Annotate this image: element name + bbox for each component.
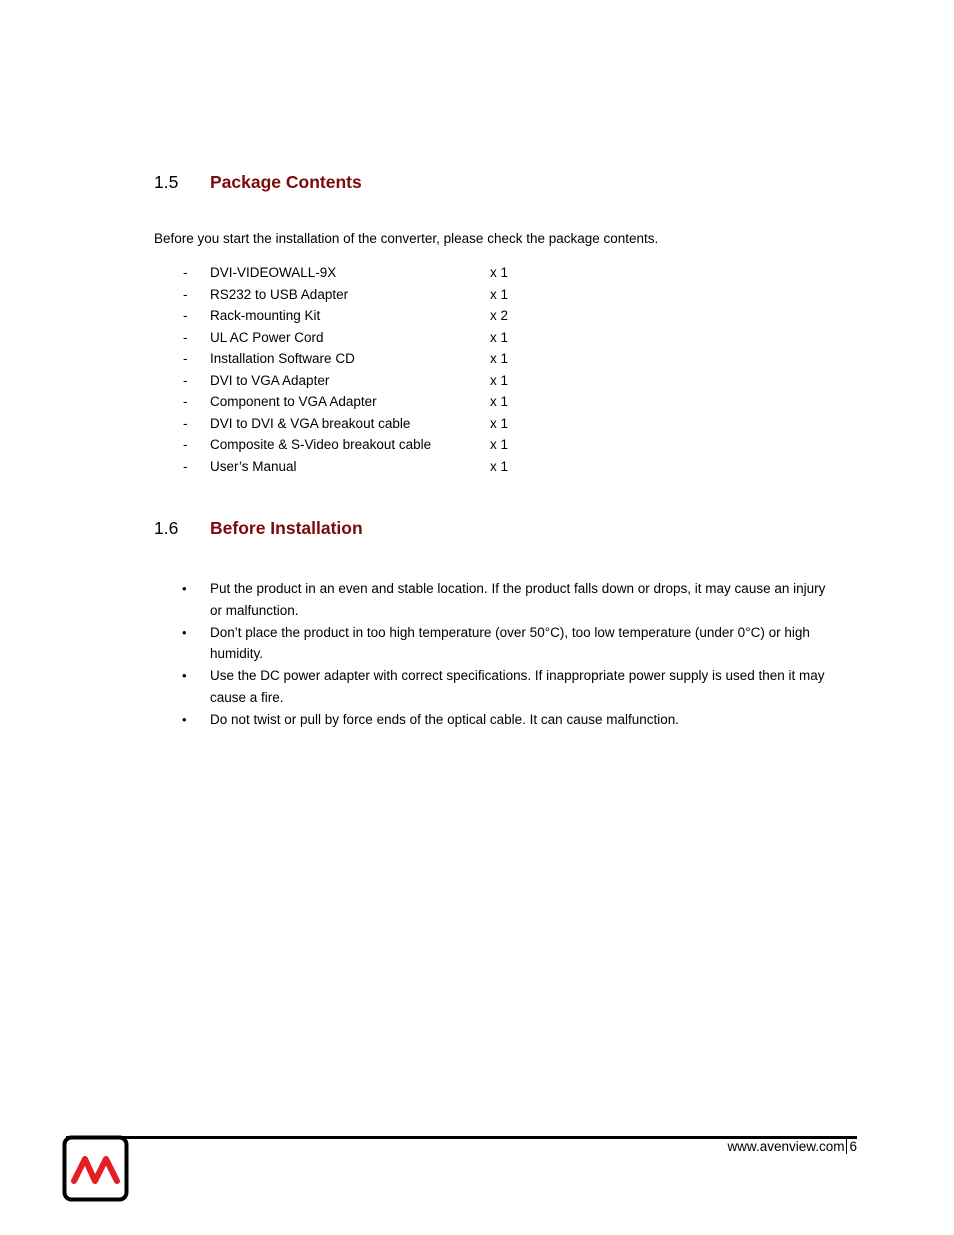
item-quantity: x 1 (490, 415, 509, 431)
dash-marker: - (183, 329, 188, 345)
item-quantity: x 1 (490, 394, 509, 409)
list-item (180, 578, 840, 621)
dash-marker: - (183, 308, 188, 323)
item-name: Rack-mounting Kit (210, 308, 321, 323)
section-number: 1.6 (154, 518, 179, 538)
list-item (180, 327, 540, 349)
list-item (180, 665, 840, 708)
section-title: Package Contents (210, 172, 362, 192)
list-item (180, 434, 540, 456)
website-link[interactable]: www.avenview.com (727, 1139, 845, 1154)
dash-marker: - (183, 265, 188, 280)
item-name: UL AC Power Cord (210, 329, 324, 345)
list-item (180, 262, 540, 284)
item-name: DVI-VIDEOWALL-9X (210, 265, 337, 280)
bullet-marker: • (182, 668, 187, 683)
dash-marker: - (183, 351, 188, 366)
item-quantity: x 1 (490, 329, 509, 345)
list-item (180, 305, 540, 327)
avenview-logo-icon (62, 1135, 129, 1202)
bullet-marker: • (182, 581, 187, 596)
note-text: Put the product in an even and stable location. If the product falls down or drops, it may cause an injury or malfunction. (210, 581, 826, 618)
dash-marker: - (183, 372, 188, 388)
list-item (180, 284, 540, 306)
item-quantity: x 1 (490, 265, 509, 280)
list-item (180, 370, 540, 392)
item-name: DVI to VGA Adapter (210, 372, 330, 388)
footer-website-page (640, 1137, 857, 1157)
dash-marker: - (183, 415, 188, 431)
list-item (180, 709, 840, 731)
dash-marker: - (183, 394, 188, 409)
note-text: Do not twist or pull by force ends of the optical cable. It can cause malfunction. (210, 711, 679, 727)
note-text: Use the DC power adapter with correct specifications. If inappropriate power supply is used then it may cause a fire. (210, 668, 825, 705)
bullet-marker: • (182, 624, 187, 640)
page-number: 6 (849, 1139, 857, 1154)
section-title: Before Installation (210, 518, 363, 538)
list-item (180, 348, 540, 370)
bullet-marker: • (182, 711, 187, 727)
list-item (180, 456, 540, 478)
item-name: Composite & S-Video breakout cable (210, 437, 432, 452)
item-quantity: x 1 (490, 458, 509, 474)
item-quantity: x 1 (490, 437, 509, 452)
item-name: DVI to DVI & VGA breakout cable (210, 415, 411, 431)
list-item (180, 391, 540, 413)
list-item (180, 413, 540, 435)
item-name: User’s Manual (210, 458, 297, 474)
package-intro-text: Before you start the installation of the converter, please check the package contents. (154, 231, 659, 246)
footer-separator (846, 1138, 847, 1154)
item-quantity: x 1 (490, 372, 509, 388)
list-item (180, 622, 840, 665)
item-name: Component to VGA Adapter (210, 394, 377, 409)
section-number: 1.5 (154, 172, 179, 192)
installation-notes-list (180, 578, 840, 731)
package-contents-list (180, 262, 540, 477)
note-text: Don’t place the product in too high temperature (over 50°C), too low temperature (under 0°C) or high humidity. (210, 624, 810, 661)
dash-marker: - (183, 286, 188, 302)
dash-marker: - (183, 437, 188, 452)
item-name: RS232 to USB Adapter (210, 286, 349, 302)
dash-marker: - (183, 458, 188, 474)
item-quantity: x 1 (490, 286, 509, 302)
item-name: Installation Software CD (210, 351, 355, 366)
item-quantity: x 1 (490, 351, 509, 366)
item-quantity: x 2 (490, 308, 509, 323)
